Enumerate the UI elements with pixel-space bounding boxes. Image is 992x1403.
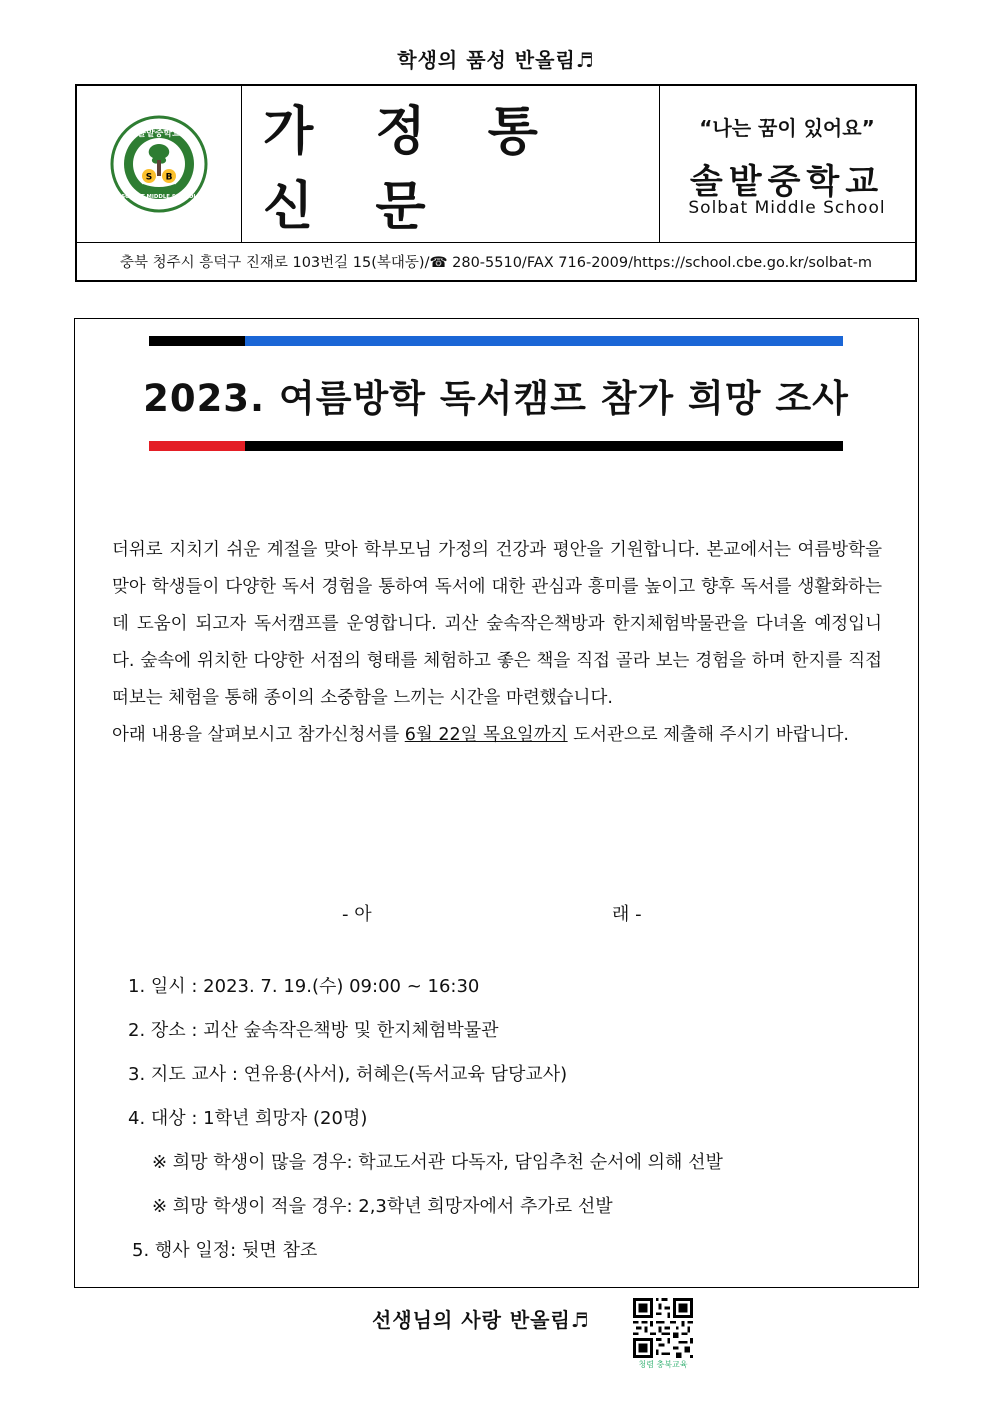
title-bar-bottom-red [149, 441, 245, 451]
school-logo-icon [109, 114, 209, 214]
intro-paragraph: 더위로 지치기 쉬운 계절을 맞아 학부모님 가정의 건강과 평안을 기원합니다. 본교에서는 여름방학을 맞아 학생들이 다양한 독서 경험을 통하여 독서에 대한 관심과 흥미를 높이고 향후 독서를 생활화하는데 도움이 되고자 독서캠프를 운영합니다. 괴산 숲속작은책방과 한지체험박물관을 다녀올 예정입니다. 숲속에 위치한 다양한 서점의 형태를 체험하고 좋은 책을 직접 골라 보는 경험을 하며 한지를 직접 떠보는 체험을 통해 종이의 소중함을 느끼는 시간을 마련했습니다. [112, 540, 882, 708]
newsletter-title: 가 정 통 신 문 [263, 102, 560, 237]
title-bar-bottom-black [245, 441, 843, 451]
request-text-after: 도서관으로 제출해 주시기 바랍니다. [567, 725, 849, 745]
notice-heading-right: 래 - [612, 904, 642, 925]
logo-text-top: 솔밭중학교 [137, 129, 181, 139]
qr-code-icon[interactable] [633, 1298, 693, 1358]
deadline-text: 6월 22일 목요일까지 [404, 725, 568, 745]
top-motto: 학생의 품성 반올림♬ [397, 48, 595, 72]
school-logo-cell [77, 86, 242, 242]
bottom-motto: 선생님의 사랑 반올림♬ [372, 1308, 590, 1332]
school-address: 충북 청주시 흥덕구 진재로 103번길 15(복대동)/☎ 280-5510/FAX 716-2009/https://school.cbe.go.kr/solbat-m [119, 255, 873, 271]
school-slogan: “나는 꿈이 있어요” [699, 116, 875, 140]
logo-initial-b: B [165, 172, 173, 183]
logo-initial-s: S [145, 172, 153, 183]
newsletter-header [75, 84, 917, 282]
item-target: 4. 대상 : 1학년 희망자 (20명) [128, 1108, 368, 1129]
logo-text-bottom: SOLBAT MIDDLE SCHOOL [121, 194, 197, 200]
document-title: 2023. 여름방학 독서캠프 참가 희망 조사 [143, 377, 849, 420]
school-name-english: Solbat Middle School [688, 198, 886, 218]
item-place: 2. 장소 : 괴산 숲속작은책방 및 한지체험박물관 [128, 1020, 499, 1041]
item-event-schedule: 5. 행사 일정: 뒷면 참조 [132, 1240, 318, 1261]
notice-heading-left: - 아 [342, 904, 372, 925]
qr-caption: 청렴 충북교육 [638, 1360, 688, 1369]
title-bar-top-black [149, 336, 245, 346]
item-note-few: ※ 희망 학생이 적을 경우: 2,3학년 희망자에서 추가로 선발 [152, 1196, 613, 1217]
title-bar-top-blue [245, 336, 843, 346]
item-teachers: 3. 지도 교사 : 연유용(사서), 허혜은(독서교육 담당교사) [128, 1064, 568, 1085]
item-schedule: 1. 일시 : 2023. 7. 19.(수) 09:00 ~ 16:30 [128, 976, 480, 997]
newsletter-title-cell [241, 86, 660, 242]
request-text-before: 아래 내용을 살펴보시고 참가신청서를 [112, 725, 405, 745]
document-frame [74, 318, 919, 1288]
item-note-many: ※ 희망 학생이 많을 경우: 학교도서관 다독자, 담임추천 순서에 의해 선발 [152, 1152, 723, 1173]
school-info-cell [659, 86, 915, 242]
school-name: 솔밭중학교 [689, 162, 885, 202]
body-text [112, 532, 882, 754]
